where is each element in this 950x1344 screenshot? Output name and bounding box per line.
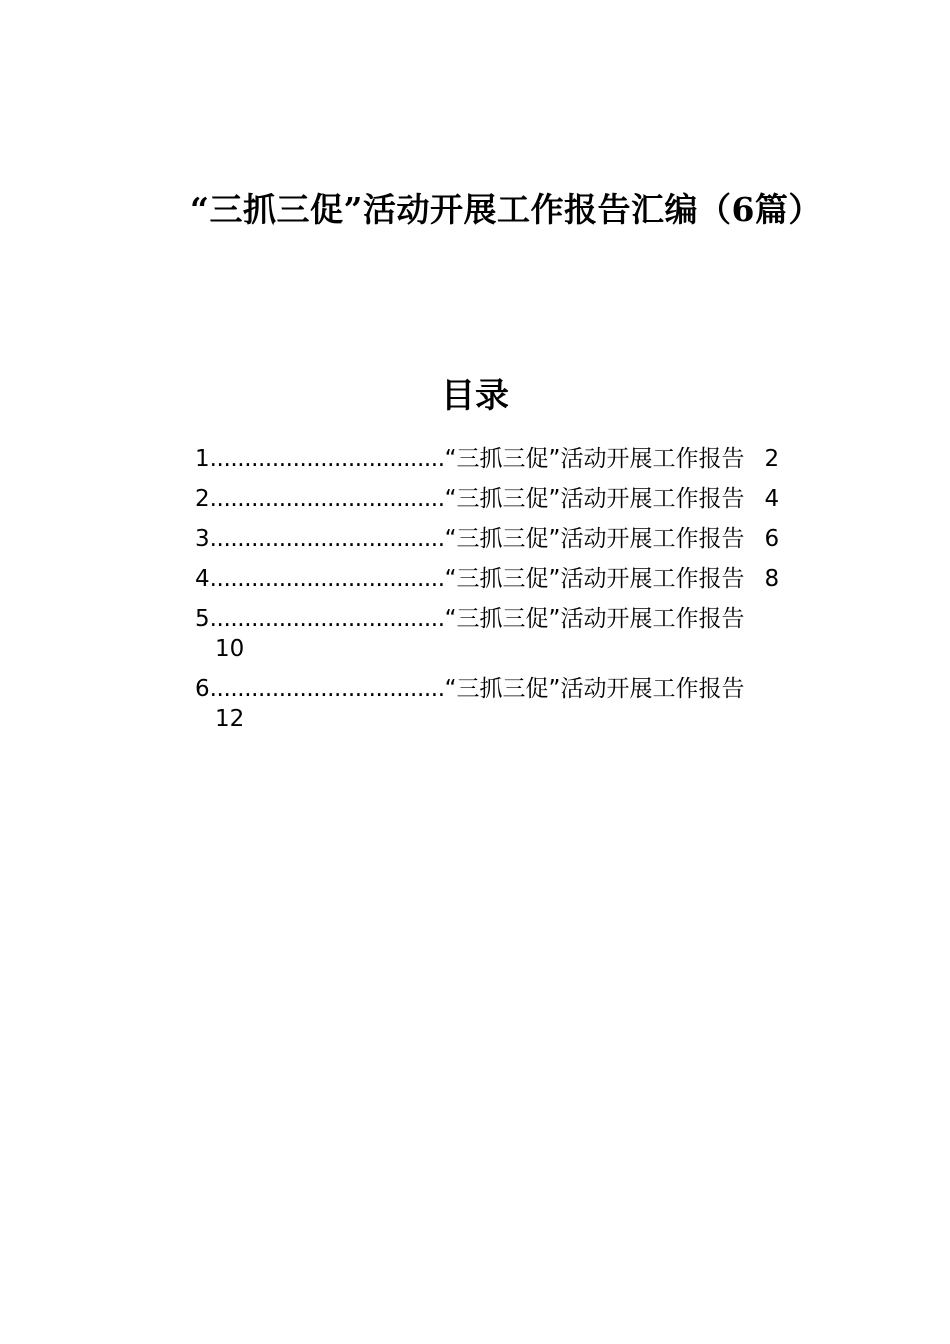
toc-entry-title: “三抓三促”活动开展工作报告	[444, 676, 745, 702]
toc-entry-number: 5	[195, 606, 210, 632]
toc-entry-5[interactable]	[195, 604, 845, 664]
toc-dot-leader: ..................................	[209, 676, 445, 702]
toc-dot-leader: ..................................	[209, 446, 445, 472]
toc-entry-title: “三抓三促”活动开展工作报告	[444, 526, 745, 552]
toc-entry-number: 6	[195, 676, 210, 702]
toc-dot-leader: ..................................	[209, 606, 445, 632]
toc-entry-6[interactable]	[195, 674, 845, 734]
toc-page-number: 2	[764, 446, 780, 472]
toc-heading: 目录	[441, 376, 509, 416]
toc-page-number: 6	[764, 526, 780, 552]
toc-dot-leader: ..................................	[209, 486, 445, 512]
toc-entry-title: “三抓三促”活动开展工作报告	[444, 606, 745, 632]
table-of-contents	[195, 444, 845, 744]
toc-dot-leader: ..................................	[209, 566, 445, 592]
toc-entry-title: “三抓三促”活动开展工作报告	[444, 486, 745, 512]
toc-entry-2[interactable]	[195, 484, 845, 514]
toc-entry-number: 1	[195, 446, 210, 472]
toc-entry-number: 2	[195, 486, 210, 512]
toc-entry-3[interactable]	[195, 524, 845, 554]
toc-entry-1[interactable]	[195, 444, 845, 474]
toc-entry-title: “三抓三促”活动开展工作报告	[444, 566, 745, 592]
toc-page-number: 8	[764, 566, 780, 592]
document-title: “三抓三促”活动开展工作报告汇编（6篇）	[190, 190, 822, 229]
toc-page-number: 4	[764, 486, 780, 512]
toc-entry-number: 3	[195, 526, 210, 552]
toc-page-number: 12	[215, 706, 245, 732]
toc-entry-number: 4	[195, 566, 210, 592]
toc-dot-leader: ..................................	[209, 526, 445, 552]
toc-entry-title: “三抓三促”活动开展工作报告	[444, 446, 745, 472]
toc-page-number: 10	[215, 636, 245, 662]
toc-entry-4[interactable]	[195, 564, 845, 594]
